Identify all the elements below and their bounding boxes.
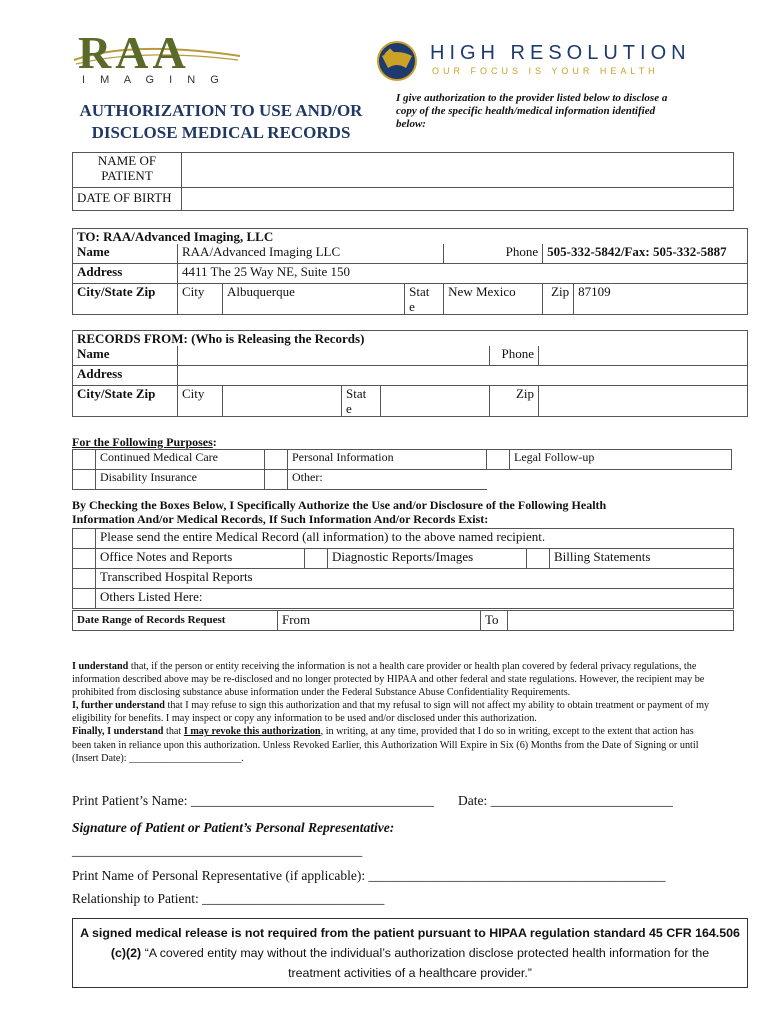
to-name-label: Name [73,244,178,264]
form-title-line-2: DISCLOSE MEDICAL RECORDS [91,123,351,142]
billing-label: Billing Statements [550,549,734,569]
entire-record-checkbox[interactable] [73,529,96,549]
high-resolution-logo [376,38,691,86]
legal-paragraph-1: I understand that, if the person or entity receiving the information is not a health care provider or health plan covered by federal privacy regulations, the information described above may be re-disclosed and no longer protected by HIPAA and other federal and state regulations. However, the recipient may be prohibited from disclosing substance abuse information under the Federal Substance Abuse Confidentiality Requirements. [72,661,705,699]
office-notes-label: Office Notes and Reports [96,549,305,569]
to-heading: TO: RAA/Advanced Imaging, LLC [73,229,748,245]
entire-record-label: Please send the entire Medical Record (all information) to the above named recipient. [96,529,734,549]
to-phone-value: 505-332-5842/Fax: 505-332-5887 [543,244,748,264]
disability-label: Disability Insurance [96,470,265,490]
intro-text: I give authorization to the provider listed below to disclose a copy of the specific health/medical information identified below: [396,92,668,130]
footer-line-2: (c)(2) “A covered entity may without the individual’s authorization disclose protected health information for the [110,946,710,960]
date-range-table [72,610,734,631]
patient-name-field[interactable] [182,153,734,188]
diagnostic-checkbox[interactable] [305,549,328,569]
from-date-label: From [278,611,481,631]
dob-label: DATE OF BIRTH [73,188,182,211]
from-city-field[interactable] [223,386,342,417]
to-state-value: New Mexico [444,284,543,315]
to-csz-label: City/State Zip [73,284,178,315]
legal-paragraph-2: I, further understand that I may refuse to sign this authorization and that my refusal to sign will not affect my ability to obtain treatment or payment of my eligibility for benefits. I may inspect or copy any information to be used and/or disclosed under this authorization. [72,700,710,725]
patient-name-label: NAME OF PATIENT [73,153,182,188]
to-table [72,228,748,315]
signature-line[interactable]: ___________________________________________ [72,843,363,858]
legal-text [72,660,712,765]
other-purpose-checkbox[interactable] [265,470,288,490]
footer-line-1: A signed medical release is not required from the patient pursuant to HIPAA regulation standard 45 CFR 164.506 [80,926,740,940]
from-phone-field[interactable] [539,346,748,366]
from-phone-label: Phone [490,346,539,366]
to-address-value: 4411 The 25 Way NE, Suite 150 [178,264,748,284]
legal-followup-label: Legal Follow-up [510,450,732,470]
purposes-table [72,449,732,490]
raa-logo [72,27,242,92]
from-zip-field[interactable] [539,386,748,417]
from-address-field[interactable] [178,366,748,386]
records-table [72,528,734,609]
personal-info-label: Personal Information [288,450,487,470]
office-notes-checkbox[interactable] [73,549,96,569]
footer-line-3: treatment activities of a healthcare provider.” [288,966,532,980]
from-zip-label: Zip [490,386,539,417]
patient-table [72,152,734,211]
disability-checkbox[interactable] [73,470,96,490]
from-csz-label: City/State Zip [73,386,178,417]
other-purpose-label: Other: [288,470,487,490]
globe-emblem-icon [376,40,418,82]
to-zip-label: Zip [543,284,574,315]
date-line[interactable]: Date: ___________________________ [458,793,673,808]
from-table [72,330,748,417]
raa-logo-subtitle: I M A G I N G [82,74,225,86]
to-date-label: To [481,611,508,631]
continued-care-label: Continued Medical Care [96,450,265,470]
billing-checkbox[interactable] [527,549,550,569]
signature-label: Signature of Patient or Patient’s Personal Representative: [72,820,395,835]
records-heading: By Checking the Boxes Below, I Specifically Authorize the Use and/or Disclosure of the Following Health Information And/or Medical Records, If Such Information And/or Records Exist: [72,498,607,526]
personal-info-checkbox[interactable] [265,450,288,470]
from-state-label: Stat e [342,386,381,417]
blank-cell [487,470,732,490]
from-city-label: City [178,386,223,417]
dob-field[interactable] [182,188,734,211]
date-range-label: Date Range of Records Request [73,611,278,631]
from-name-field[interactable] [178,346,490,366]
others-listed-label: Others Listed Here: [96,589,734,609]
hospital-reports-checkbox[interactable] [73,569,96,589]
hipaa-footer-box [72,918,748,988]
from-state-field[interactable] [381,386,490,417]
from-heading: RECORDS FROM: (Who is Releasing the Records) [73,331,748,347]
legal-followup-checkbox[interactable] [487,450,510,470]
legal-paragraph-3: Finally, I understand that I may revoke this authorization, in writing, at any time, provided that I do so in writing, except to the extent that action has been taken in reliance upon this authorization. Unless Revoked Earlier, this Authorization Will Expire in Six (6) Months from the Date of Signing or until (Insert Date): ______________________. [72,726,699,764]
purposes-heading: For the Following Purposes: [72,435,217,449]
from-address-label: Address [73,366,178,386]
high-resolution-title: HIGH RESOLUTION [430,42,691,64]
to-zip-value: 87109 [574,284,748,315]
raa-logo-text: RAA [78,27,190,78]
print-patient-name-line[interactable]: Print Patient’s Name: ____________________________________ [72,793,434,808]
to-name-value: RAA/Advanced Imaging LLC [178,244,444,264]
to-phone-label: Phone [444,244,543,264]
high-resolution-tagline: OUR FOCUS IS YOUR HEALTH [432,66,659,76]
to-city-value: Albuquerque [223,284,405,315]
to-address-label: Address [73,264,178,284]
to-city-label: City [178,284,223,315]
relationship-line[interactable]: Relationship to Patient: ___________________________ [72,891,385,906]
form-title [66,100,376,144]
to-date-field[interactable] [508,611,734,631]
hospital-reports-label: Transcribed Hospital Reports [96,569,734,589]
form-title-line-1: AUTHORIZATION TO USE AND/OR [79,101,363,120]
representative-name-line[interactable]: Print Name of Personal Representative (if applicable): ____________________________________________ [72,868,666,883]
to-state-label: Stat e [405,284,444,315]
continued-care-checkbox[interactable] [73,450,96,470]
others-listed-checkbox[interactable] [73,589,96,609]
diagnostic-label: Diagnostic Reports/Images [328,549,527,569]
from-name-label: Name [73,346,178,366]
